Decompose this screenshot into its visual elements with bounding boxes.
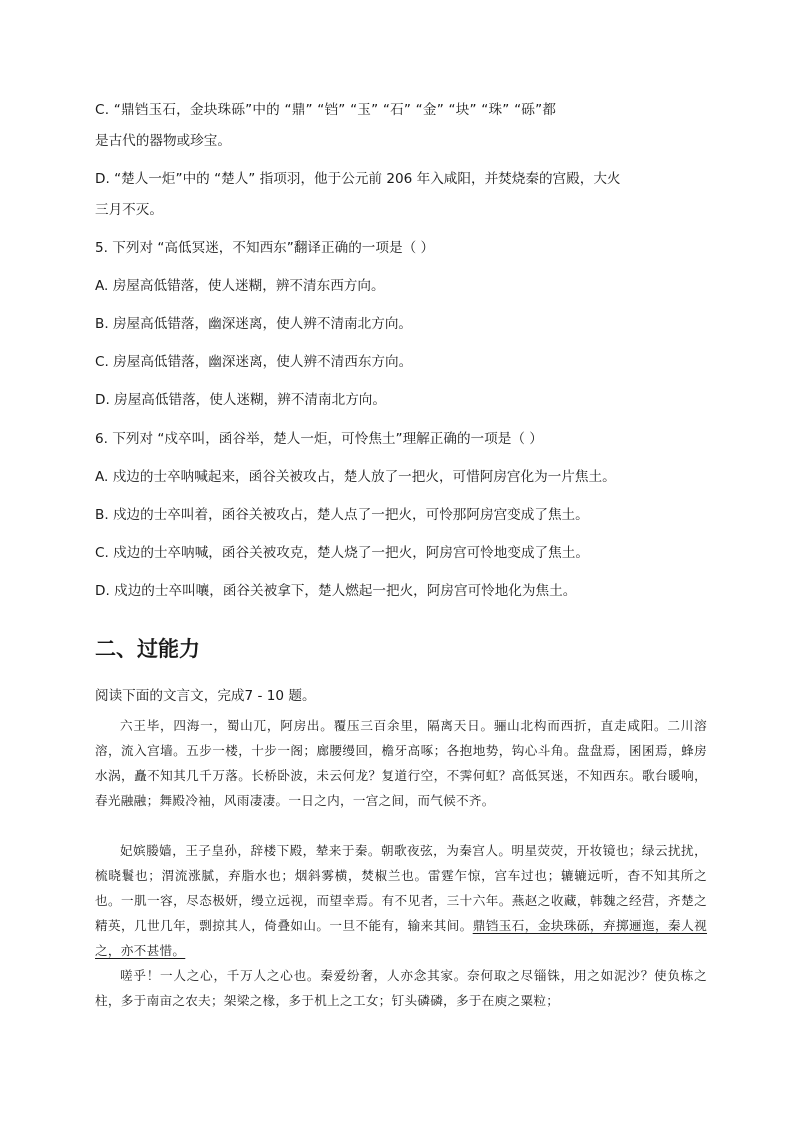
- q4-option-c-line1: C. “鼎铛玉石，金块珠砾”中的 “鼎” “铛” “玉” “石” “金” “块” “珠” “砾”都: [95, 102, 557, 118]
- underlined-sentence: 鼎铛玉石，金块珠砾，弃掷逦迤，秦人视之，亦不甚惜。: [95, 918, 708, 958]
- passage-paragraph-3: 嗟乎！一人之心，千万人之心也。秦爱纷奢，人亦念其家。奈何取之尽锱铢，用之如泥沙？使负栋之柱，多于南亩之农夫；架梁之椽，多于机上之工女；钉头磷磷，多于在庾之粟粒；: [95, 968, 707, 1008]
- passage-paragraph-2-text: 妃嫔媵嫱，王子皇孙，辞楼下殿，辇来于秦。朝歌夜弦，为秦宫人。明星荧荧，开妆镜也；绿云扰扰，梳晓鬟也；渭流涨腻，弃脂水也；烟斜雾横，焚椒兰也。雷霆乍惊，宫车过也；辘辘远听，杳不知其所之也。一肌一容，尽态极妍，缦立远视，而望幸焉。有不见者，三十六年。燕赵之收藏，韩魏之经营，齐楚之精英，几世几年，剽掠其人，倚叠如山。一旦不能有，输来其间。: [95, 843, 707, 933]
- q6-option-c: C. 戍边的士卒呐喊，函谷关被攻克，楚人烧了一把火，阿房宫可怜地变成了焦土。: [95, 545, 589, 561]
- q6-option-a: A. 戍边的士卒呐喊起来，函谷关被攻占，楚人放了一把火，可惜阿房宫化为一片焦土。: [95, 469, 616, 485]
- q5-option-b: B. 房屋高低错落，幽深迷离，使人辨不清南北方向。: [95, 316, 413, 332]
- passage-paragraph-2: [95, 838, 707, 963]
- q5-option-c: C. 房屋高低错落，幽深迷离，使人辨不清西东方向。: [95, 354, 413, 370]
- q4-option-d-line2: 三月不灭。: [95, 202, 163, 218]
- q5-stem: 5. 下列对 “高低冥迷，不知西东”翻译正确的一项是（ ）: [95, 240, 435, 256]
- q5-option-a: A. 房屋高低错落，使人迷糊，辨不清东西方向。: [95, 278, 385, 294]
- q6-option-b: B. 戍边的士卒叫着，函谷关被攻占，楚人点了一把火，可怜那阿房宫变成了焦土。: [95, 507, 589, 523]
- q6-option-d: D. 戍边的士卒叫嚷，函谷关被拿下，楚人燃起一把火，阿房宫可怜地化为焦土。: [95, 583, 577, 599]
- q4-option-d-line1: D. “楚人一炬”中的 “楚人” 指项羽，他于公元前 206 年入咸阳，并焚烧秦的宫殿，大火: [95, 171, 621, 187]
- q4-option-c-line2: 是古代的器物或珍宝。: [95, 133, 231, 149]
- passage-paragraph-1: 六王毕，四海一，蜀山兀，阿房出。覆压三百余里，隔离天日。骊山北构而西折，直走咸阳。二川溶溶，流入宫墙。五步一楼，十步一阁；廊腰缦回，檐牙高啄；各抱地势，钩心斗角。盘盘焉，囷囷焉，蜂房水涡，矗不知其几千万落。长桥卧波，未云何龙？复道行空，不霁何虹？高低冥迷，不知西东。歌台暖响，春光融融；舞殿冷袖，风雨凄凄。一日之内，一宫之间，而气候不齐。: [95, 718, 707, 808]
- q6-stem: 6. 下列对 “戍卒叫，函谷举，楚人一炬，可怜焦土”理解正确的一项是（ ）: [95, 431, 543, 447]
- q5-option-d: D. 房屋高低错落，使人迷糊，辨不清南北方向。: [95, 392, 386, 408]
- section-intro: 阅读下面的文言文，完成7 - 10 题。: [95, 688, 316, 704]
- section-heading: 二、过能力: [95, 637, 200, 661]
